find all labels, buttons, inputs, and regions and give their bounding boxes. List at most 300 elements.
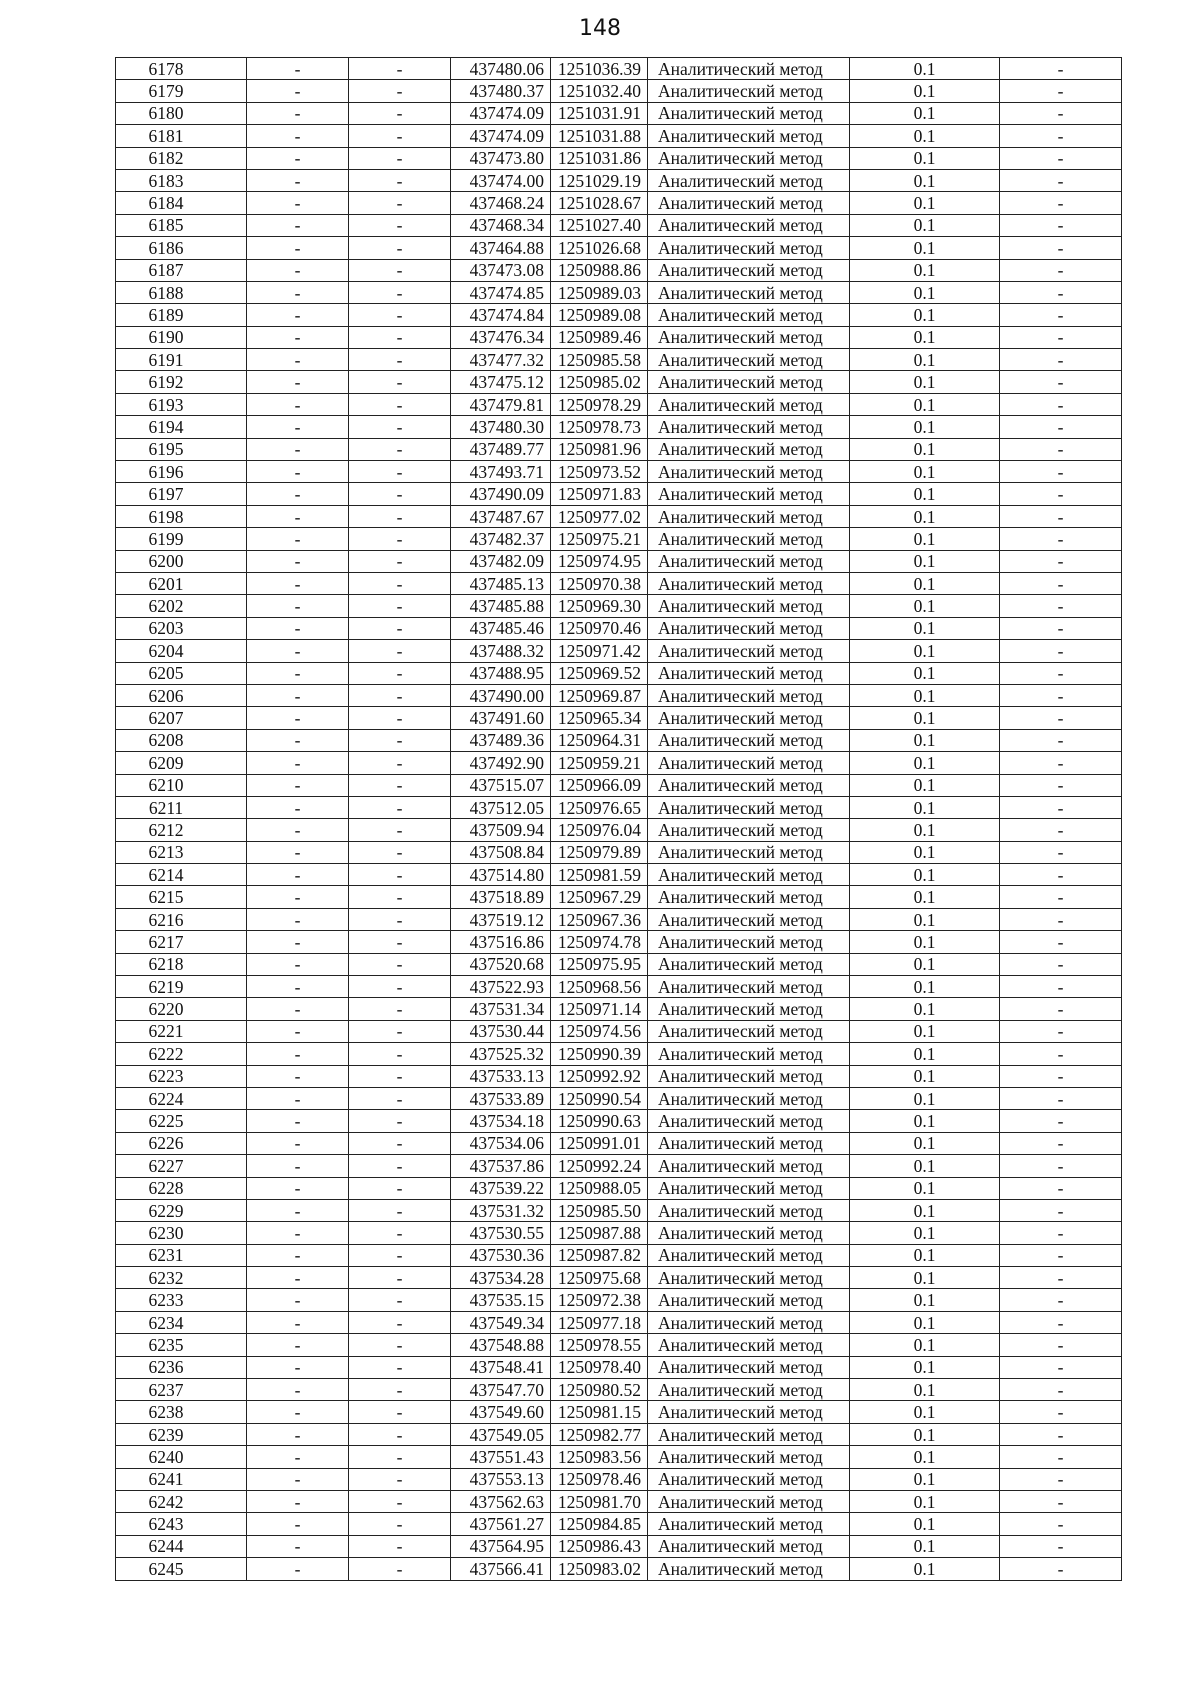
x-coordinate-cell: 437491.60 [451,707,551,729]
point-number-cell [116,1289,247,1311]
point-number-cell [116,1199,247,1221]
y-coordinate-cell: 1250978.40 [551,1356,648,1378]
table-row [116,1401,1122,1423]
accuracy-cell: 0.1 [850,617,1000,639]
y-coordinate-cell: 1250984.85 [551,1513,648,1535]
point-number: 6195 [148,439,184,460]
method-cell: Аналитический метод [648,1401,850,1423]
y-coordinate-cell: 1251026.68 [551,237,648,259]
table-row [116,1020,1122,1042]
y-coordinate-cell: 1251031.88 [551,125,648,147]
accuracy-cell: 0.1 [850,953,1000,975]
point-number: 6190 [148,327,184,348]
point-number: 6218 [148,954,184,975]
note-cell: - [1000,1535,1122,1557]
y-coordinate-cell: 1250968.56 [551,976,648,998]
note-cell: - [1000,640,1122,662]
method-cell: Аналитический метод [648,796,850,818]
empty-cell-a: - [247,752,349,774]
point-number-cell [116,684,247,706]
point-number-cell [116,617,247,639]
note-cell: - [1000,281,1122,303]
method-cell: Аналитический метод [648,752,850,774]
note-cell: - [1000,80,1122,102]
table-row [116,1356,1122,1378]
point-number: 6203 [148,618,184,639]
y-coordinate-cell: 1251032.40 [551,80,648,102]
point-number-cell [116,147,247,169]
x-coordinate-cell: 437489.36 [451,729,551,751]
method-cell: Аналитический метод [648,774,850,796]
point-number-cell [116,595,247,617]
method-cell: Аналитический метод [648,1491,850,1513]
point-number: 6199 [148,528,184,549]
accuracy-cell: 0.1 [850,841,1000,863]
method-cell: Аналитический метод [648,259,850,281]
accuracy-cell: 0.1 [850,1177,1000,1199]
method-cell: Аналитический метод [648,461,850,483]
empty-cell-a: - [247,147,349,169]
empty-cell-a: - [247,1535,349,1557]
empty-cell-b: - [349,169,451,191]
method-cell: Аналитический метод [648,349,850,371]
point-number-cell [116,102,247,124]
method-cell: Аналитический метод [648,976,850,998]
x-coordinate-cell: 437464.88 [451,237,551,259]
empty-cell-a: - [247,438,349,460]
point-number-cell [116,1110,247,1132]
point-number-cell [116,1132,247,1154]
note-cell: - [1000,595,1122,617]
y-coordinate-cell: 1250990.63 [551,1110,648,1132]
point-number-cell [116,1267,247,1289]
y-coordinate-cell: 1250988.86 [551,259,648,281]
empty-cell-a: - [247,953,349,975]
point-number-cell [116,483,247,505]
method-cell: Аналитический метод [648,505,850,527]
table-row [116,259,1122,281]
empty-cell-b: - [349,393,451,415]
table-row [116,864,1122,886]
empty-cell-b: - [349,796,451,818]
empty-cell-b: - [349,1446,451,1468]
x-coordinate-cell: 437468.24 [451,192,551,214]
table-row [116,1132,1122,1154]
empty-cell-b: - [349,237,451,259]
method-cell: Аналитический метод [648,169,850,191]
table-row [116,1311,1122,1333]
page-number: 148 [579,16,621,41]
table-row [116,1535,1122,1557]
accuracy-cell: 0.1 [850,1401,1000,1423]
accuracy-cell: 0.1 [850,214,1000,236]
point-number: 6232 [148,1267,184,1288]
note-cell: - [1000,864,1122,886]
x-coordinate-cell: 437490.00 [451,684,551,706]
empty-cell-a: - [247,1110,349,1132]
y-coordinate-cell: 1250978.73 [551,416,648,438]
empty-cell-b: - [349,1132,451,1154]
empty-cell-a: - [247,684,349,706]
table-row [116,192,1122,214]
note-cell: - [1000,931,1122,953]
point-number: 6213 [148,842,184,863]
point-number-cell [116,640,247,662]
y-coordinate-cell: 1250965.34 [551,707,648,729]
note-cell: - [1000,237,1122,259]
x-coordinate-cell: 437488.95 [451,662,551,684]
empty-cell-b: - [349,1311,451,1333]
point-number-cell [116,1244,247,1266]
x-coordinate-cell: 437476.34 [451,326,551,348]
empty-cell-a: - [247,192,349,214]
empty-cell-b: - [349,662,451,684]
y-coordinate-cell: 1250990.39 [551,1043,648,1065]
method-cell: Аналитический метод [648,908,850,930]
method-cell: Аналитический метод [648,1423,850,1445]
empty-cell-a: - [247,1311,349,1333]
empty-cell-a: - [247,864,349,886]
x-coordinate-cell: 437489.77 [451,438,551,460]
y-coordinate-cell: 1250964.31 [551,729,648,751]
note-cell: - [1000,58,1122,80]
point-number: 6245 [148,1558,184,1579]
point-number: 6181 [148,125,184,146]
empty-cell-a: - [247,1199,349,1221]
empty-cell-b: - [349,684,451,706]
accuracy-cell: 0.1 [850,125,1000,147]
note-cell: - [1000,908,1122,930]
point-number: 6241 [148,1469,184,1490]
empty-cell-b: - [349,886,451,908]
point-number: 6224 [148,1088,184,1109]
empty-cell-a: - [247,416,349,438]
point-number: 6180 [148,103,184,124]
accuracy-cell: 0.1 [850,1468,1000,1490]
empty-cell-a: - [247,1446,349,1468]
y-coordinate-cell: 1250974.95 [551,550,648,572]
empty-cell-b: - [349,864,451,886]
empty-cell-a: - [247,58,349,80]
accuracy-cell: 0.1 [850,640,1000,662]
table-row [116,326,1122,348]
method-cell: Аналитический метод [648,528,850,550]
x-coordinate-cell: 437551.43 [451,1446,551,1468]
empty-cell-a: - [247,1468,349,1490]
point-number: 6186 [148,237,184,258]
x-coordinate-cell: 437531.34 [451,998,551,1020]
point-number: 6223 [148,1066,184,1087]
empty-cell-a: - [247,640,349,662]
method-cell: Аналитический метод [648,1244,850,1266]
note-cell: - [1000,1334,1122,1356]
accuracy-cell: 0.1 [850,349,1000,371]
point-number-cell [116,58,247,80]
table-row [116,505,1122,527]
y-coordinate-cell: 1250981.59 [551,864,648,886]
table-row [116,976,1122,998]
y-coordinate-cell: 1251028.67 [551,192,648,214]
method-cell: Аналитический метод [648,729,850,751]
empty-cell-a: - [247,1289,349,1311]
x-coordinate-cell: 437509.94 [451,819,551,841]
table-row [116,640,1122,662]
empty-cell-a: - [247,1155,349,1177]
point-number: 6228 [148,1178,184,1199]
empty-cell-b: - [349,752,451,774]
table-row [116,371,1122,393]
empty-cell-a: - [247,1087,349,1109]
y-coordinate-cell: 1250970.38 [551,572,648,594]
point-number-cell [116,1087,247,1109]
point-number-cell [116,1311,247,1333]
point-number: 6230 [148,1223,184,1243]
point-number: 6205 [148,663,184,684]
x-coordinate-cell: 437474.00 [451,169,551,191]
point-number: 6227 [148,1155,184,1176]
y-coordinate-cell: 1250989.08 [551,304,648,326]
method-cell: Аналитический метод [648,1199,850,1221]
point-number: 6242 [148,1491,184,1512]
table-row [116,908,1122,930]
note-cell: - [1000,505,1122,527]
point-number: 6236 [148,1357,184,1378]
method-cell: Аналитический метод [648,281,850,303]
x-coordinate-cell: 437474.09 [451,102,551,124]
point-number-cell [116,1334,247,1356]
empty-cell-a: - [247,483,349,505]
note-cell: - [1000,1132,1122,1154]
y-coordinate-cell: 1250985.50 [551,1199,648,1221]
accuracy-cell: 0.1 [850,819,1000,841]
table-row [116,1043,1122,1065]
empty-cell-b: - [349,304,451,326]
point-number: 6211 [148,797,184,818]
empty-cell-b: - [349,1379,451,1401]
note-cell: - [1000,729,1122,751]
table-row [116,1334,1122,1356]
accuracy-cell: 0.1 [850,326,1000,348]
table-row [116,1379,1122,1401]
method-cell: Аналитический метод [648,640,850,662]
empty-cell-b: - [349,214,451,236]
empty-cell-a: - [247,1177,349,1199]
point-number: 6226 [148,1133,184,1154]
accuracy-cell: 0.1 [850,304,1000,326]
empty-cell-a: - [247,1513,349,1535]
table-row [116,684,1122,706]
accuracy-cell: 0.1 [850,1020,1000,1042]
empty-cell-b: - [349,1289,451,1311]
point-number-cell [116,1446,247,1468]
table-row [116,931,1122,953]
empty-cell-a: - [247,1267,349,1289]
empty-cell-a: - [247,281,349,303]
method-cell: Аналитический метод [648,841,850,863]
point-number-cell [116,864,247,886]
note-cell: - [1000,1244,1122,1266]
method-cell: Аналитический метод [648,1468,850,1490]
method-cell: Аналитический метод [648,931,850,953]
empty-cell-a: - [247,1065,349,1087]
point-number-cell [116,662,247,684]
accuracy-cell: 0.1 [850,80,1000,102]
method-cell: Аналитический метод [648,1267,850,1289]
empty-cell-b: - [349,416,451,438]
table-row [116,58,1122,80]
method-cell: Аналитический метод [648,192,850,214]
note-cell: - [1000,349,1122,371]
table-row [116,1267,1122,1289]
empty-cell-a: - [247,1379,349,1401]
y-coordinate-cell: 1251036.39 [551,58,648,80]
note-cell: - [1000,819,1122,841]
point-number: 6209 [148,752,184,773]
accuracy-cell: 0.1 [850,1043,1000,1065]
point-number: 6207 [148,708,184,729]
accuracy-cell: 0.1 [850,1513,1000,1535]
note-cell: - [1000,1065,1122,1087]
note-cell: - [1000,304,1122,326]
empty-cell-a: - [247,169,349,191]
point-number-cell [116,1379,247,1401]
x-coordinate-cell: 437537.86 [451,1155,551,1177]
empty-cell-b: - [349,58,451,80]
y-coordinate-cell: 1250967.36 [551,908,648,930]
empty-cell-b: - [349,595,451,617]
note-cell: - [1000,774,1122,796]
empty-cell-b: - [349,976,451,998]
empty-cell-b: - [349,1468,451,1490]
point-number-cell [116,192,247,214]
note-cell: - [1000,169,1122,191]
table-row [116,102,1122,124]
table-body [116,58,1122,1581]
point-number-cell [116,1177,247,1199]
y-coordinate-cell: 1250989.03 [551,281,648,303]
y-coordinate-cell: 1250978.29 [551,393,648,415]
table-row [116,707,1122,729]
method-cell: Аналитический метод [648,953,850,975]
point-number: 6231 [148,1245,184,1266]
note-cell: - [1000,1446,1122,1468]
note-cell: - [1000,976,1122,998]
method-cell: Аналитический метод [648,58,850,80]
x-coordinate-cell: 437561.27 [451,1513,551,1535]
note-cell: - [1000,125,1122,147]
empty-cell-a: - [247,1222,349,1244]
point-number-cell [116,1468,247,1490]
table-row [116,1177,1122,1199]
method-cell: Аналитический метод [648,102,850,124]
point-number: 6197 [148,484,184,505]
y-coordinate-cell: 1250983.02 [551,1558,648,1580]
accuracy-cell: 0.1 [850,796,1000,818]
method-cell: Аналитический метод [648,998,850,1020]
x-coordinate-cell: 437492.90 [451,752,551,774]
coordinates-table [115,57,1122,1581]
y-coordinate-cell: 1250981.96 [551,438,648,460]
accuracy-cell: 0.1 [850,752,1000,774]
point-number-cell [116,304,247,326]
empty-cell-a: - [247,1334,349,1356]
point-number: 6214 [148,864,184,885]
empty-cell-b: - [349,1334,451,1356]
x-coordinate-cell: 437548.88 [451,1334,551,1356]
note-cell: - [1000,483,1122,505]
point-number: 6225 [148,1111,184,1132]
accuracy-cell: 0.1 [850,192,1000,214]
point-number: 6182 [148,148,184,169]
x-coordinate-cell: 437549.60 [451,1401,551,1423]
point-number-cell [116,1043,247,1065]
accuracy-cell: 0.1 [850,707,1000,729]
table-row [116,1222,1122,1244]
accuracy-cell: 0.1 [850,1558,1000,1580]
y-coordinate-cell: 1250975.21 [551,528,648,550]
y-coordinate-cell: 1250974.56 [551,1020,648,1042]
empty-cell-a: - [247,662,349,684]
method-cell: Аналитический метод [648,1155,850,1177]
empty-cell-a: - [247,125,349,147]
x-coordinate-cell: 437518.89 [451,886,551,908]
empty-cell-a: - [247,774,349,796]
y-coordinate-cell: 1250988.05 [551,1177,648,1199]
method-cell: Аналитический метод [648,1535,850,1557]
empty-cell-b: - [349,438,451,460]
empty-cell-b: - [349,1491,451,1513]
method-cell: Аналитический метод [648,684,850,706]
note-cell: - [1000,1222,1122,1244]
note-cell: - [1000,684,1122,706]
empty-cell-a: - [247,931,349,953]
empty-cell-a: - [247,707,349,729]
y-coordinate-cell: 1250971.42 [551,640,648,662]
point-number: 6178 [148,58,184,79]
accuracy-cell: 0.1 [850,169,1000,191]
empty-cell-a: - [247,550,349,572]
table-row [116,796,1122,818]
point-number-cell [116,908,247,930]
y-coordinate-cell: 1250969.87 [551,684,648,706]
x-coordinate-cell: 437535.15 [451,1289,551,1311]
point-number: 6222 [148,1043,184,1064]
empty-cell-a: - [247,1558,349,1580]
point-number: 6202 [148,596,184,617]
point-number-cell [116,953,247,975]
note-cell: - [1000,617,1122,639]
point-number-cell [116,707,247,729]
note-cell: - [1000,528,1122,550]
x-coordinate-cell: 437475.12 [451,371,551,393]
x-coordinate-cell: 437487.67 [451,505,551,527]
accuracy-cell: 0.1 [850,528,1000,550]
accuracy-cell: 0.1 [850,461,1000,483]
point-number: 6229 [148,1200,184,1221]
accuracy-cell: 0.1 [850,729,1000,751]
note-cell: - [1000,953,1122,975]
method-cell: Аналитический метод [648,1558,850,1580]
point-number-cell [116,371,247,393]
empty-cell-b: - [349,908,451,930]
point-number: 6237 [148,1379,184,1400]
note-cell: - [1000,886,1122,908]
table-row [116,1491,1122,1513]
empty-cell-a: - [247,1043,349,1065]
x-coordinate-cell: 437480.37 [451,80,551,102]
y-coordinate-cell: 1250978.46 [551,1468,648,1490]
point-number: 6239 [148,1424,184,1445]
